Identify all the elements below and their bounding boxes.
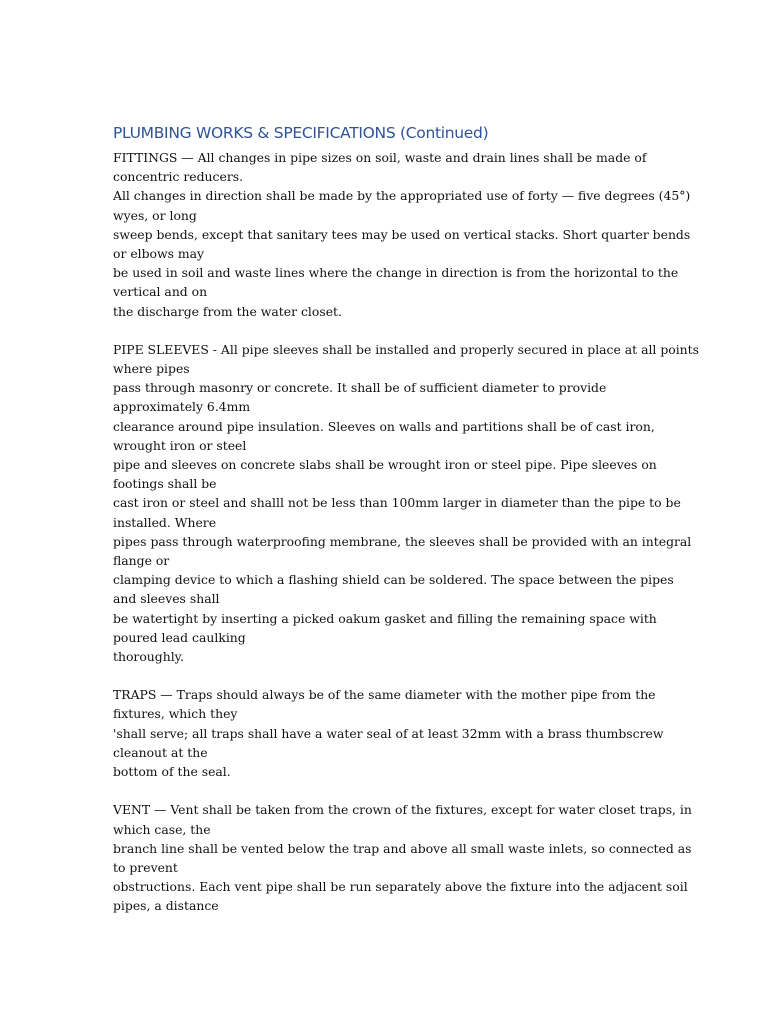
text-line: obstructions. Each vent pipe shall be run separately above the fixture into the adjacent soil (113, 879, 688, 895)
paragraph (113, 685, 664, 781)
text-line: poured lead caulking (113, 629, 246, 645)
text-line: wyes, or long (113, 207, 197, 223)
paragraph-gap (113, 666, 658, 685)
text-line: to prevent (113, 859, 178, 875)
text-line: be used in soil and waste lines where the change in direction is from the horizontal to the (113, 265, 679, 281)
text-line: cleanout at the (113, 744, 208, 760)
document-body (113, 148, 700, 916)
text-line: footings shall be (113, 476, 217, 492)
text-line: pass through masonry or concrete. It shall be of sufficient diameter to provide (113, 380, 607, 396)
text-line: pipe and sleeves on concrete slabs shall be wrought iron or steel pipe. Pipe sleeves on (113, 457, 657, 472)
paragraph-gap (113, 321, 658, 340)
text-line: the discharge from the water closet. (113, 303, 342, 319)
text-line: vertical and on (113, 284, 208, 300)
text-line: or elbows may (113, 245, 205, 261)
text-line: cast iron or steel and shalll not be less than 100mm larger in diameter than the pipe to be (113, 495, 681, 511)
text-line: and sleeves shall (113, 591, 220, 607)
text-line: PIPE SLEEVES - All pipe sleeves shall be installed and properly secured in place at all points (113, 341, 700, 357)
page-title: PLUMBING WORKS & SPECIFICATIONS (Continued) (113, 124, 489, 142)
paragraph (113, 148, 691, 321)
text-line: thoroughly. (113, 648, 184, 664)
text-line: approximately 6.4mm (113, 399, 251, 415)
text-line: branch line shall be vented below the trap and above all small waste inlets, so connected as (113, 840, 692, 856)
text-line: pipes pass through waterproofing membrane, the sleeves shall be provided with an integral (113, 533, 692, 549)
text-line: sweep bends, except that sanitary tees may be used on vertical stacks. Short quarter bends (113, 226, 691, 242)
text-line: VENT — Vent shall be taken from the crown of the fixtures, except for water closet traps, in (113, 802, 692, 818)
paragraph-gap (113, 781, 658, 800)
text-line: 'shall serve; all traps shall have a water seal of at least 32mm with a brass thumbscrew (113, 725, 664, 741)
text-line: FITTINGS — All changes in pipe sizes on soil, waste and drain lines shall be made of (113, 150, 647, 165)
paragraph (113, 340, 700, 666)
text-line: bottom of the seal. (113, 764, 231, 779)
text-line: clamping device to which a flashing shield can be soldered. The space between the pipes (113, 572, 674, 588)
text-line: All changes in direction shall be made by the appropriated use of forty — five degrees (45°) (113, 188, 691, 204)
text-line: wrought iron or steel (113, 437, 247, 453)
text-line: concentric reducers. (113, 169, 244, 185)
text-line: pipes, a distance (113, 898, 219, 914)
text-line: flange or (113, 552, 170, 568)
text-line: fixtures, which they (113, 706, 238, 722)
text-line: installed. Where (113, 514, 217, 530)
paragraph (113, 800, 692, 915)
text-line: where pipes (113, 361, 190, 377)
text-line: clearance around pipe insulation. Sleeves on walls and partitions shall be of cast iron, (113, 418, 655, 434)
text-line: which case, the (113, 821, 211, 837)
text-line: be watertight by inserting a picked oakum gasket and filling the remaining space with (113, 610, 657, 626)
text-line: TRAPS — Traps should always be of the same diameter with the mother pipe from the (113, 687, 656, 703)
